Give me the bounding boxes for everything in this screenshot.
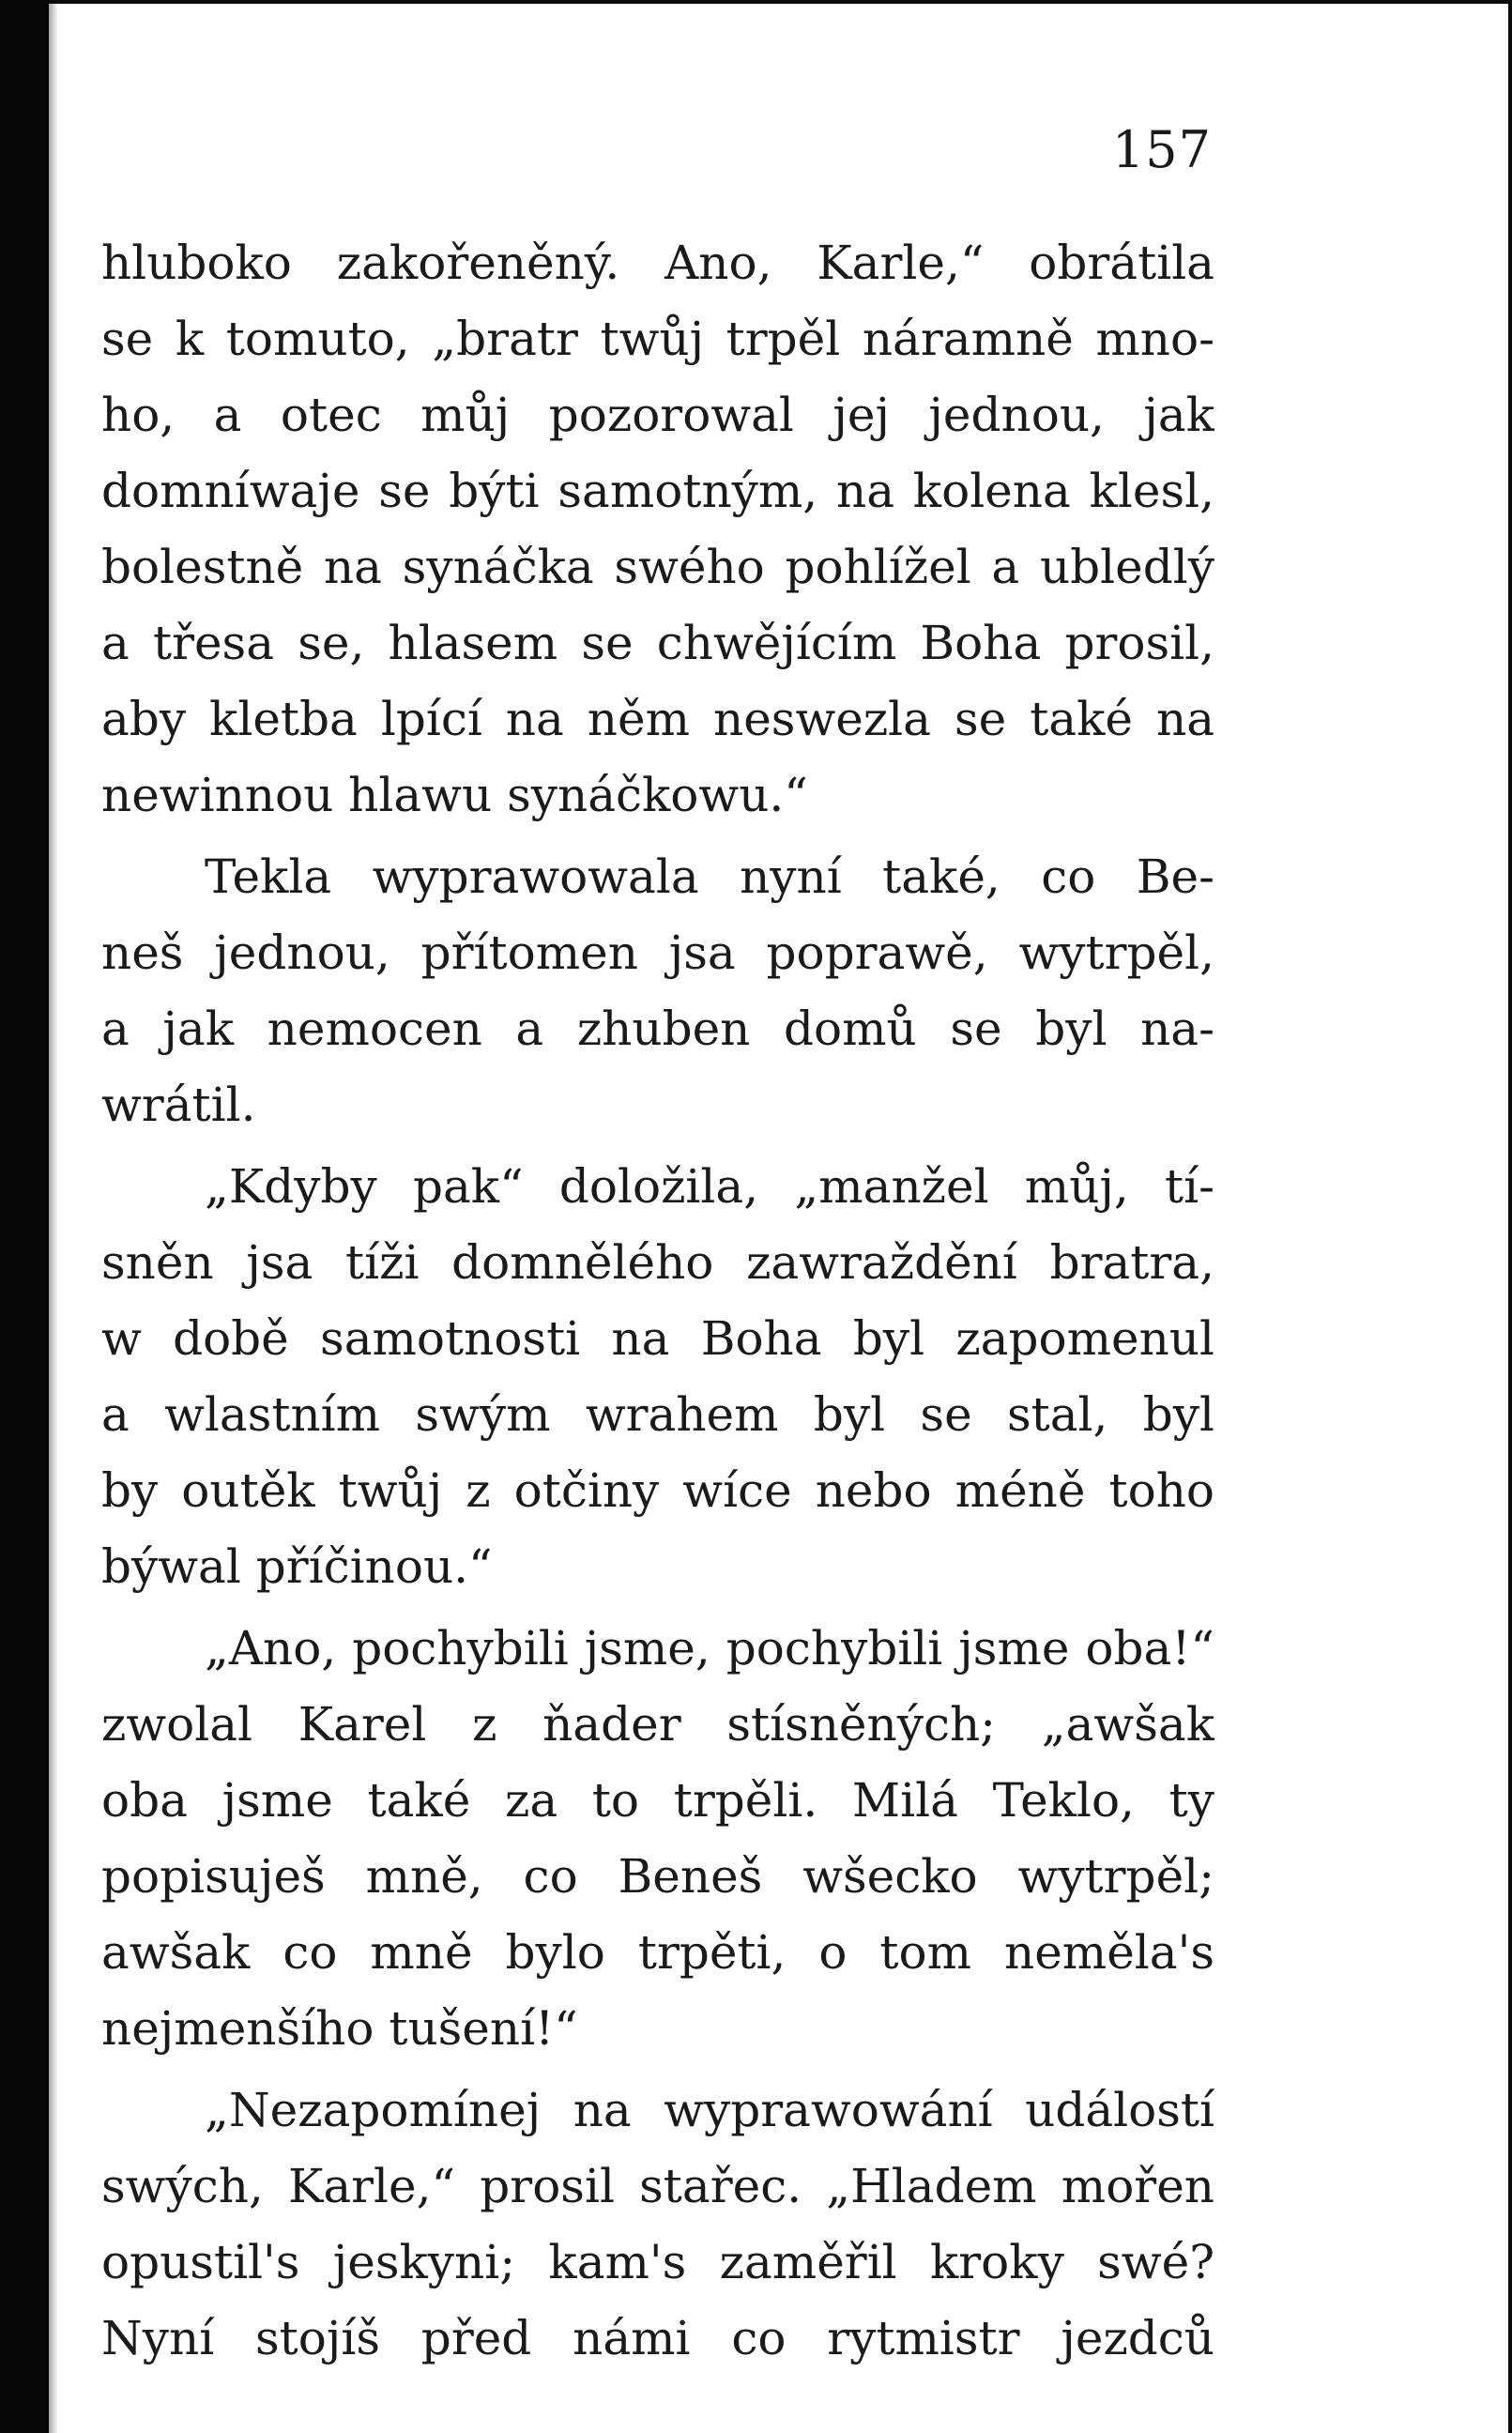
text-line: se k tomuto, „bratr twůj trpěl náramně mno- <box>101 312 1214 366</box>
text-line: ho, a otec můj pozorowal jej jednou, jak <box>101 388 1214 442</box>
text-line: nejmenšího tušení!“ <box>101 2001 578 2056</box>
text-line: newinnou hlawu synáčkowu.“ <box>101 768 808 822</box>
page-number: 157 <box>1111 120 1212 179</box>
paragraph <box>101 1611 1214 2067</box>
text-line: neš jednou, přítomen jsa poprawě, wytrpěl, <box>101 926 1214 980</box>
text-line: aby kletba lpící na něm neswezla se také na <box>101 692 1214 746</box>
text-line: „Kdyby pak“ doložila, „manžel můj, tí- <box>205 1159 1214 1214</box>
text-line: awšak co mně bylo trpěti, o tom neměla's <box>101 1925 1214 1980</box>
text-line: sněn jsa tíži domnělého zawraždění bratra, <box>101 1235 1214 1290</box>
text-line: býwal příčinou.“ <box>101 1539 493 1594</box>
text-line: „Ano, pochybili jsme, pochybili jsme oba!“ <box>205 1621 1214 1676</box>
paragraph <box>101 839 1214 1143</box>
text-line: opustil's jeskyni; kam's zaměřil kroky swé? <box>101 2235 1214 2289</box>
paragraph <box>101 225 1214 834</box>
text-line: swých, Karle,“ prosil stařec. „Hladem mořen <box>101 2159 1214 2213</box>
text-line: a wlastním swým wrahem byl se stal, byl <box>101 1387 1214 1442</box>
paragraph <box>101 1149 1214 1605</box>
text-line: Tekla wyprawowala nyní také, co Be- <box>205 849 1214 904</box>
page-scan-top-edge <box>49 0 1512 4</box>
text-line: wrátil. <box>101 1078 256 1132</box>
page-scan-right-edge <box>1508 0 1512 2433</box>
text-line: a jak nemocen a zhuben domů se byl na- <box>101 1002 1214 1056</box>
body-text <box>101 225 1214 2377</box>
text-line: hluboko zakořeněný. Ano, Karle,“ obrátila <box>101 236 1214 290</box>
text-line: a třesa se, hlasem se chwějícím Boha prosil, <box>101 616 1214 670</box>
text-line: popisuješ mně, co Beneš wšecko wytrpěl; <box>101 1849 1214 1904</box>
text-line: zwolal Karel z ňader stísněných; „awšak <box>101 1697 1214 1752</box>
text-line: Nyní stojíš před námi co rytmistr jezdců <box>101 2311 1214 2365</box>
text-line: domníwaje se býti samotným, na kolena klesl, <box>101 464 1214 518</box>
paragraph <box>101 2073 1214 2377</box>
text-line: by outěk twůj z otčiny wíce nebo méně toho <box>101 1463 1214 1518</box>
text-line: „Nezapomínej na wyprawowání událostí <box>205 2083 1214 2137</box>
text-line: bolestně na synáčka swého pohlížel a ubledlý <box>101 540 1214 594</box>
text-line: w době samotnosti na Boha byl zapomenul <box>101 1311 1214 1366</box>
page-scan-left-edge <box>0 0 49 2433</box>
text-line: oba jsme také za to trpěli. Milá Teklo, ty <box>101 1773 1214 1828</box>
